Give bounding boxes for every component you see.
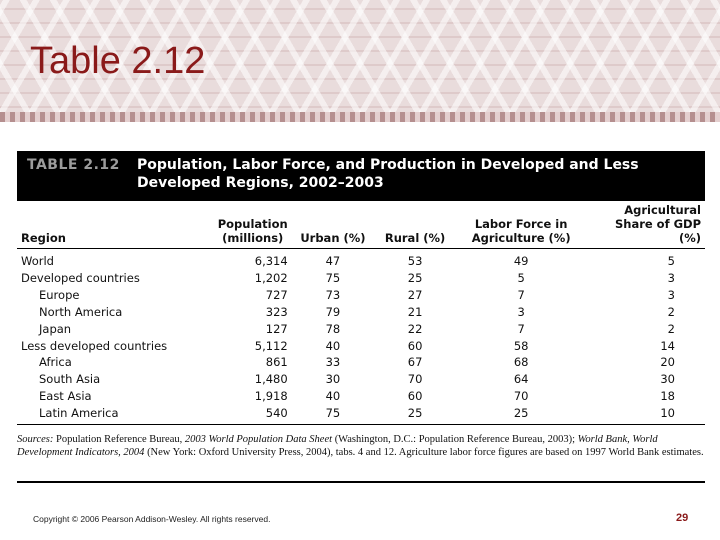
cell-urban: 33 [325, 355, 341, 370]
cell-labor-force: 7 [517, 287, 525, 302]
sources-title-2: World Bank, World Development Indicators, 2004 [17, 434, 658, 458]
table-number: TABLE 2.12 [27, 157, 120, 173]
cell-region: Developed countries [21, 270, 140, 285]
page-number: 29 [676, 512, 689, 524]
cell-region: Less developed countries [21, 338, 168, 353]
cell-labor-force: 3 [517, 304, 525, 319]
cell-population: 1,202 [254, 270, 288, 285]
cell-urban: 40 [325, 338, 341, 353]
cell-agricultural-share: 20 [660, 355, 675, 370]
copyright-notice: Copyright © 2006 Pearson Addison-Wesley. All rights reserved. [33, 514, 271, 524]
cell-rural: 53 [407, 254, 423, 268]
table-row [17, 270, 705, 287]
cell-rural: 27 [407, 287, 423, 302]
data-table [17, 203, 705, 425]
cell-rural: 60 [407, 389, 423, 404]
header-labor-force: Labor Force in Agriculture (%) [456, 203, 586, 249]
bottom-rule [17, 481, 705, 483]
table-row [17, 287, 705, 304]
sources-text-1: Population Reference Bureau, [53, 434, 185, 445]
sources-text-3: (New York: Oxford University Press, 2004), tabs. 4 and 12. Agriculture labor force figures are based on 1997 World Bank estimates. [144, 446, 704, 458]
cell-labor-force: 49 [513, 254, 529, 268]
banner-stripe [0, 112, 720, 122]
cell-urban: 79 [325, 304, 341, 319]
cell-agricultural-share: 3 [667, 287, 675, 302]
cell-agricultural-share: 3 [667, 270, 675, 285]
header-population: Population (millions) [214, 203, 292, 249]
table-caption-bar [17, 151, 705, 201]
cell-labor-force: 58 [513, 338, 529, 353]
table-row [17, 388, 705, 405]
table-row [17, 304, 705, 321]
cell-region: Japan [39, 321, 72, 336]
cell-population: 6,314 [254, 254, 288, 268]
cell-agricultural-share: 30 [660, 372, 675, 387]
table-caption: Population, Labor Force, and Production in Developed and Less Developed Regions, 2002–2003 [137, 157, 639, 191]
table-row [17, 405, 705, 424]
cell-urban: 40 [325, 389, 341, 404]
cell-urban: 75 [325, 270, 341, 285]
table-row [17, 249, 705, 270]
cell-population: 861 [265, 355, 288, 370]
header-rural: Rural (%) [374, 203, 456, 249]
sources-note [17, 434, 707, 459]
cell-population: 540 [214, 405, 292, 424]
cell-agricultural-share: 2 [667, 304, 675, 319]
cell-population: 5,112 [254, 338, 288, 353]
cell-rural: 25 [374, 405, 456, 424]
cell-region: Latin America [17, 405, 214, 424]
cell-region: North America [39, 304, 123, 319]
header-region: Region [17, 203, 214, 249]
sources-text-2: (Washington, D.C.: Population Reference Bureau, 2003); [332, 434, 578, 445]
cell-labor-force: 68 [513, 355, 529, 370]
cell-population: 1,480 [254, 372, 288, 387]
cell-region: World [21, 254, 54, 268]
header-agricultural-share: Agricultural Share of GDP (%) [586, 203, 705, 249]
table-header-row [17, 203, 705, 249]
cell-rural: 21 [407, 304, 423, 319]
table-row [17, 354, 705, 371]
cell-population: 1,918 [254, 389, 288, 404]
cell-urban: 73 [325, 287, 341, 302]
cell-agricultural-share: 14 [660, 338, 675, 353]
cell-labor-force: 7 [517, 321, 525, 336]
cell-labor-force: 25 [456, 405, 586, 424]
cell-rural: 22 [407, 321, 423, 336]
cell-urban: 30 [325, 372, 341, 387]
header-banner [0, 0, 720, 122]
cell-agricultural-share: 2 [667, 321, 675, 336]
table-row [17, 338, 705, 355]
cell-agricultural-share: 5 [667, 254, 675, 268]
cell-population: 127 [265, 321, 288, 336]
cell-region: South Asia [39, 372, 101, 387]
cell-labor-force: 70 [513, 389, 529, 404]
cell-rural: 67 [407, 355, 423, 370]
slide-title: Table 2.12 [30, 40, 206, 82]
table-body [17, 249, 705, 425]
sources-label: Sources: [17, 434, 54, 445]
table-row [17, 321, 705, 338]
cell-region: Europe [39, 287, 80, 302]
header-urban: Urban (%) [292, 203, 374, 249]
cell-agricultural-share: 18 [660, 389, 675, 404]
sources-title-1: 2003 World Population Data Sheet [184, 434, 333, 445]
cell-urban: 47 [325, 254, 341, 268]
cell-labor-force: 5 [517, 270, 525, 285]
cell-agricultural-share: 10 [586, 405, 705, 424]
cell-population: 727 [265, 287, 288, 302]
cell-urban: 78 [325, 321, 341, 336]
cell-region: Africa [39, 355, 72, 370]
cell-region: East Asia [39, 389, 92, 404]
cell-rural: 60 [407, 338, 423, 353]
cell-population: 323 [265, 304, 288, 319]
cell-rural: 70 [407, 372, 423, 387]
cell-rural: 25 [407, 270, 423, 285]
cell-urban: 75 [292, 405, 374, 424]
table-row [17, 371, 705, 388]
cell-labor-force: 64 [513, 372, 529, 387]
